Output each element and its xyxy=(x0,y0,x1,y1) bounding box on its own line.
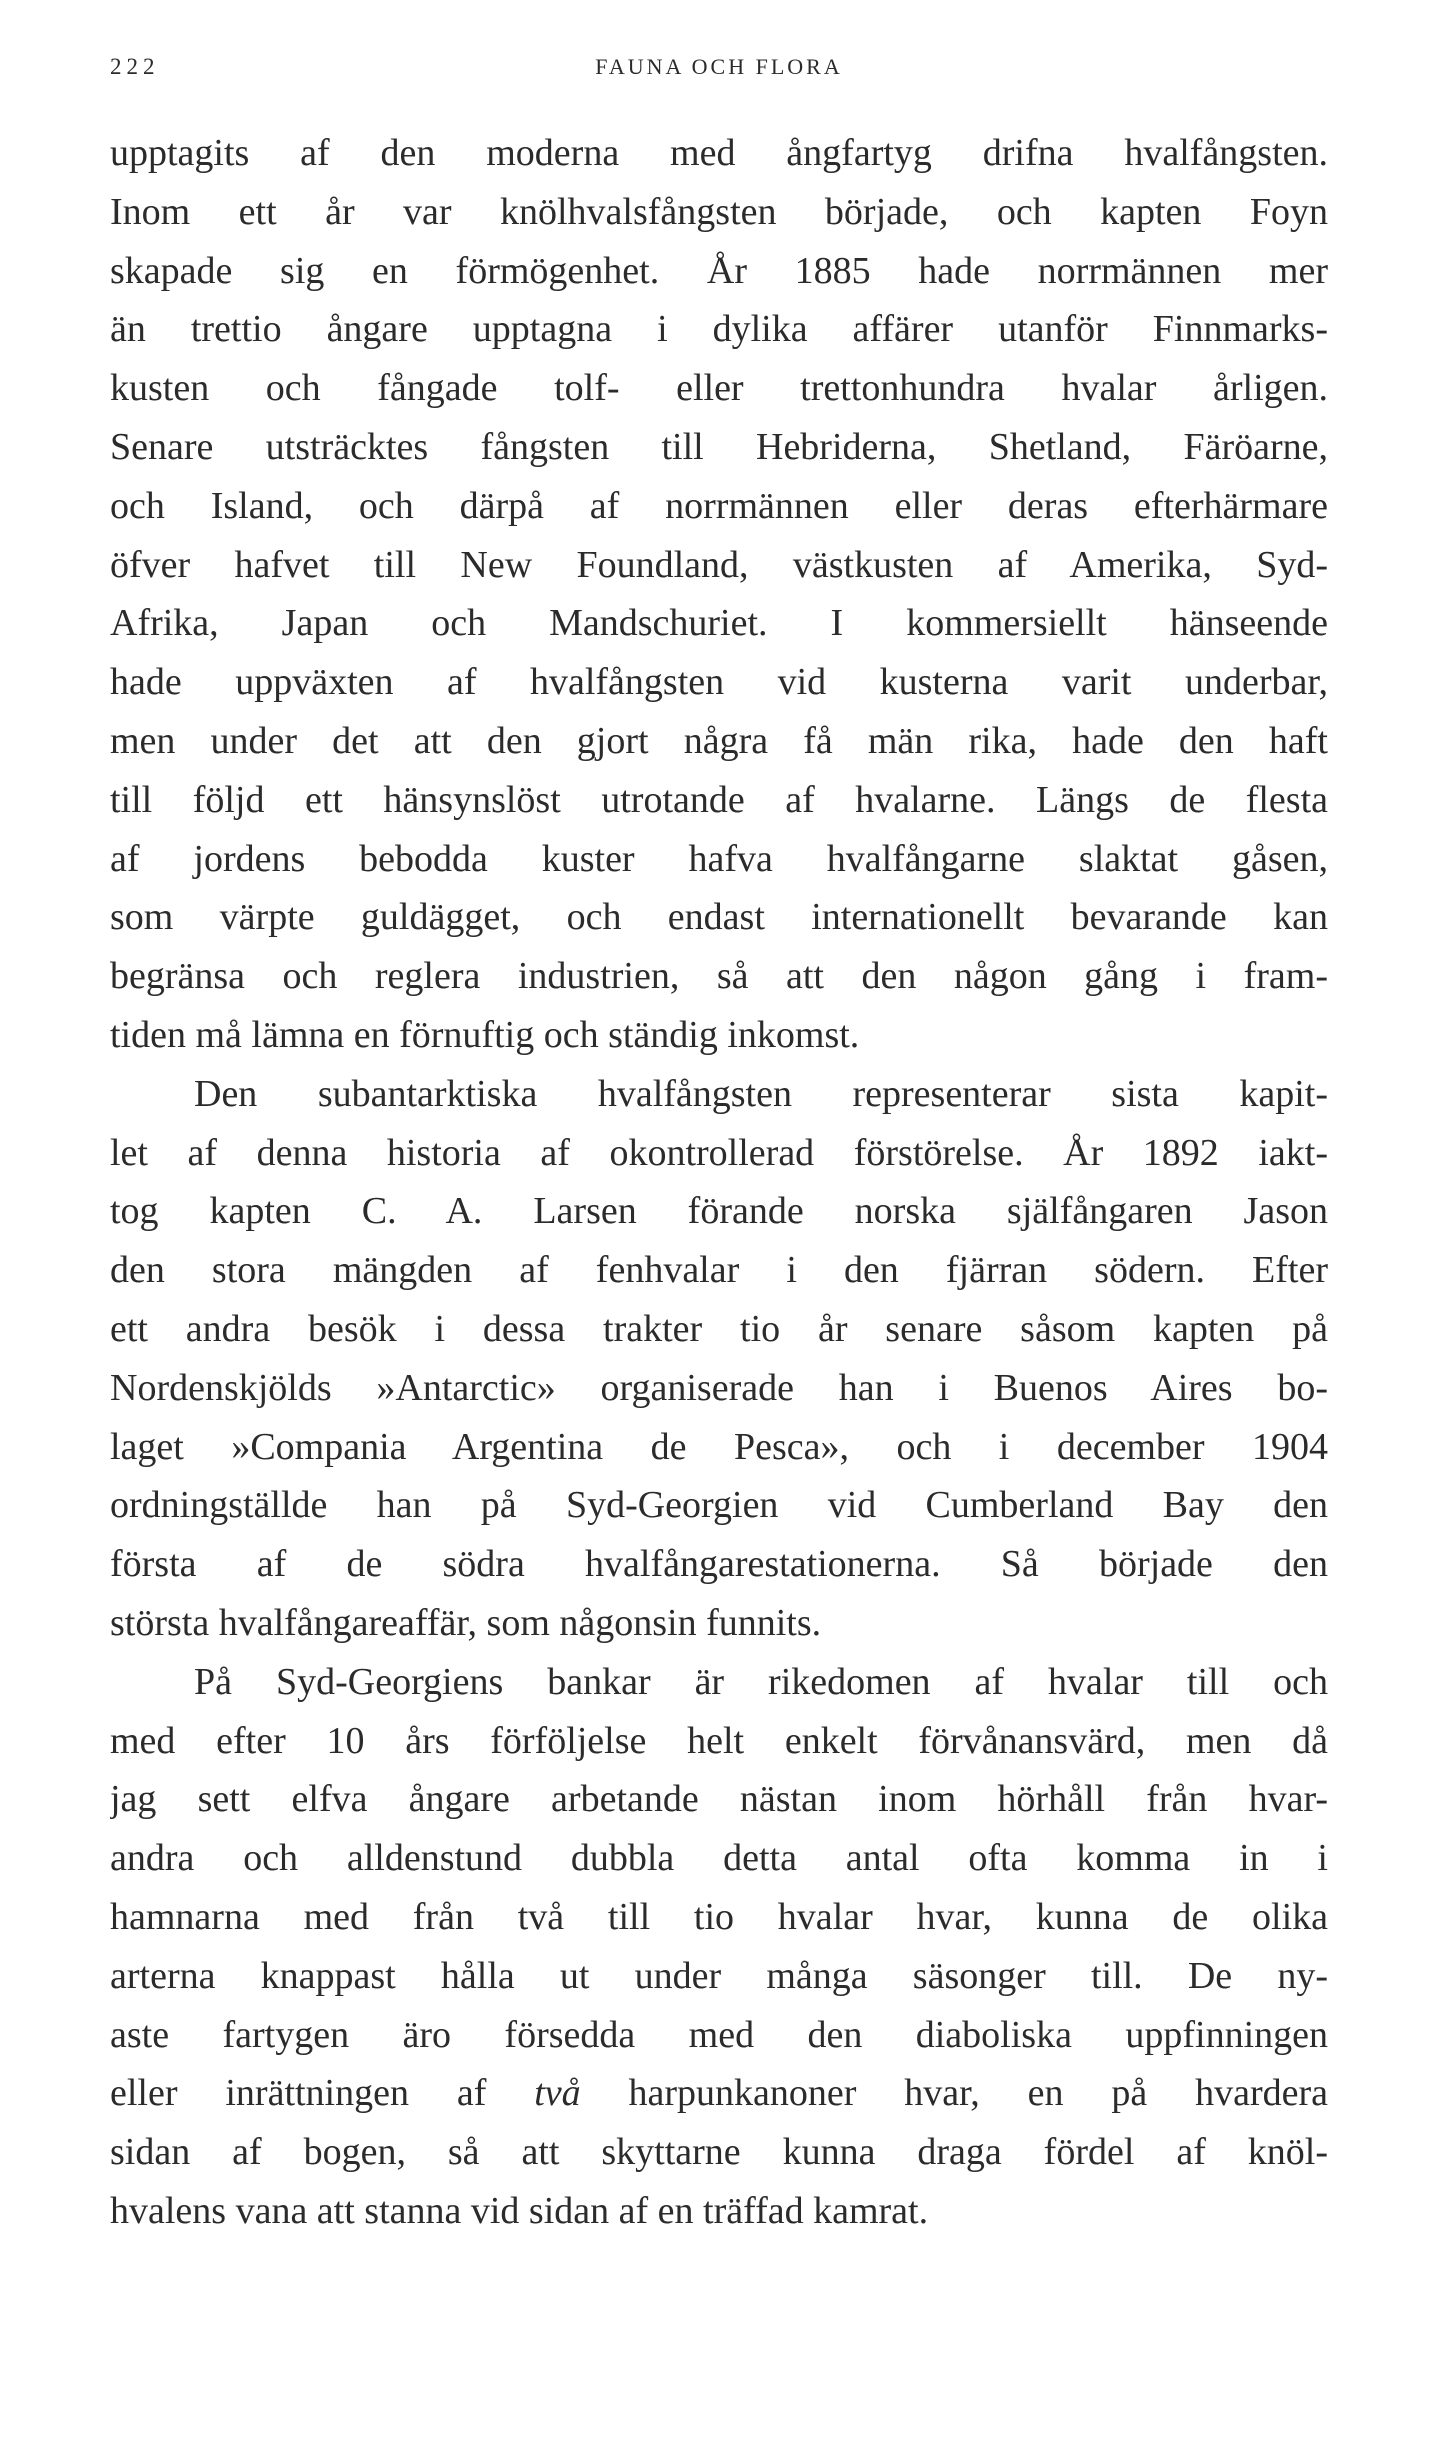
text-line: Nordenskjölds »Antarctic» organiserade han i Buenos Aires bo- xyxy=(110,1366,1328,1409)
text-line: än trettio ångare upptagna i dylika affärer utanför Finnmarks- xyxy=(110,308,1328,351)
running-head xyxy=(110,54,1328,84)
text-line: På Syd-Georgiens bankar är rikedomen af hvalar till och xyxy=(194,1660,1328,1703)
text-line: kusten och fångade tolf- eller trettonhundra hvalar årligen. xyxy=(110,367,1328,410)
text-line: arterna knappast hålla ut under många säsonger till. De ny- xyxy=(110,1954,1328,1997)
running-title: FAUNA OCH FLORA xyxy=(595,54,843,79)
emphasized-word: två xyxy=(534,2072,581,2115)
text-line-with-emphasis xyxy=(110,2064,1328,2123)
text-line: första af de södra hvalfångarestationerna. Så började den xyxy=(110,1543,1328,1586)
text-line: sidan af bogen, så att skyttarne kunna draga fördel af knöl- xyxy=(110,2131,1328,2174)
page-number: 222 xyxy=(110,54,160,79)
text-line: hvalens vana att stanna vid sidan af en träffad kamrat. xyxy=(110,2189,929,2232)
body-text xyxy=(110,124,1328,2241)
text-line: laget »Compania Argentina de Pesca», och i december 1904 xyxy=(110,1425,1328,1468)
text-line: Senare utsträcktes fångsten till Hebriderna, Shetland, Färöarne, xyxy=(110,425,1328,468)
text-line: upptagits af den moderna med ångfartyg drifna hvalfångsten. xyxy=(110,132,1328,174)
text-line: med efter 10 års förföljelse helt enkelt förvånansvärd, men då xyxy=(110,1719,1328,1762)
text-segment: eller inrättningen af xyxy=(110,2072,535,2115)
text-line: Den subantarktiska hvalfångsten representerar sista kapit- xyxy=(194,1072,1328,1115)
text-line: den stora mängden af fenhvalar i den fjärran södern. Efter xyxy=(110,1249,1328,1292)
text-line: som värpte guldägget, och endast internationellt bevarande kan xyxy=(110,896,1328,939)
text-line: ett andra besök i dessa trakter tio år senare såsom kapten på xyxy=(110,1307,1328,1350)
paragraph-2 xyxy=(110,1065,1328,1653)
text-line: Inom ett år var knölhvalsfångsten började, och kapten Foyn xyxy=(110,190,1328,233)
text-line: let af denna historia af okontrollerad förstörelse. År 1892 iakt- xyxy=(110,1131,1328,1174)
text-line: begränsa och reglera industrien, så att den någon gång i fram- xyxy=(110,955,1328,998)
text-line: aste fartygen äro försedda med den diaboliska uppfinningen xyxy=(110,2013,1328,2056)
text-line: tiden må lämna en förnuftig och ständig inkomst. xyxy=(110,1013,860,1056)
text-line: hade uppväxten af hvalfångsten vid kusterna varit underbar, xyxy=(110,661,1328,704)
text-line: men under det att den gjort några få män rika, hade den haft xyxy=(110,719,1328,762)
text-line: största hvalfångareaffär, som någonsin funnits. xyxy=(110,1601,822,1644)
text-line: tog kapten C. A. Larsen förande norska själfångaren Jason xyxy=(110,1190,1328,1233)
text-line: öfver hafvet till New Foundland, västkusten af Amerika, Syd- xyxy=(110,543,1328,586)
text-line: hamnarna med från två till tio hvalar hvar, kunna de olika xyxy=(110,1895,1328,1938)
text-line: skapade sig en förmögenhet. År 1885 hade norrmännen mer xyxy=(110,249,1328,292)
text-line: ordningställde han på Syd-Georgien vid Cumberland Bay den xyxy=(110,1484,1328,1527)
text-segment: harpunkanoner hvar, en på hvardera xyxy=(580,2072,1328,2115)
text-line: Afrika, Japan och Mandschuriet. I kommersiellt hänseende xyxy=(110,602,1328,645)
paragraph-3 xyxy=(110,1653,1328,2241)
text-line: af jordens bebodda kuster hafva hvalfångarne slaktat gåsen, xyxy=(110,837,1328,880)
paragraph-1 xyxy=(110,124,1328,1065)
text-line: jag sett elfva ångare arbetande nästan inom hörhåll från hvar- xyxy=(110,1778,1328,1821)
text-line: till följd ett hänsynslöst utrotande af hvalarne. Längs de flesta xyxy=(110,778,1328,821)
text-line: och Island, och därpå af norrmännen eller deras efterhärmare xyxy=(110,484,1328,527)
text-line: andra och alldenstund dubbla detta antal ofta komma in i xyxy=(110,1837,1328,1880)
